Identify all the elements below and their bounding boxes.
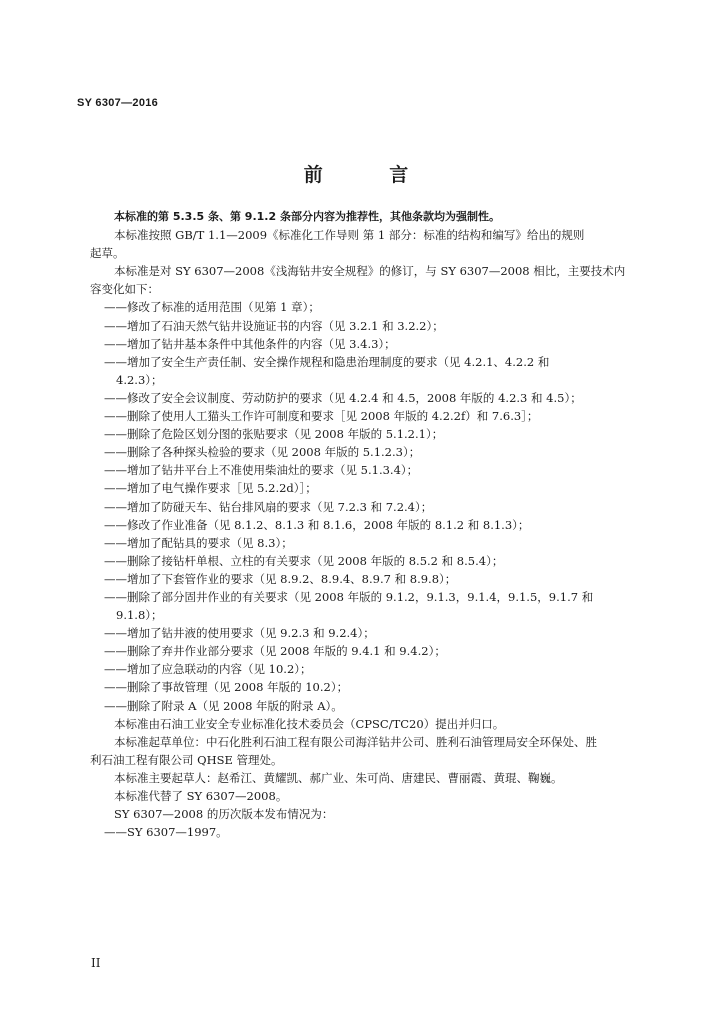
text-line: ——增加了石油天然气钻井设施证书的内容（见 3.2.1 和 3.2.2）； [104,318,444,333]
page-number: II [91,956,101,970]
text-line: ——修改了标准的适用范围（见第 1 章）； [104,300,320,315]
text-line: ——删除了附录 A（见 2008 年版的附录 A）。 [104,698,343,713]
text-line: ——增加了配钻具的要求（见 8.3）； [104,535,293,550]
text-line: 本标准代替了 SY 6307—2008。 [114,789,288,803]
text-line: 本标准是对 SY 6307—2008《浅海钻井安全规程》的修订，与 SY 6307—2008 相比，主要技术内 [114,264,626,279]
text-line: ——删除了危险区划分图的张贴要求（见 2008 年版的 5.1.2.1）； [104,427,444,442]
text-line: SY 6307—2008 的历次版本发布情况为： [114,807,334,822]
text-line: ——删除了部分固井作业的有关要求（见 2008 年版的 9.1.2，9.1.3，9.1.4，9.1.5，9.1.7 和 [104,589,594,604]
text-line: 9.1.8）； [116,608,163,623]
text-line: 4.2.3）； [116,372,163,387]
text-line: ——删除了接钻杆单根、立柱的有关要求（见 2008 年版的 8.5.2 和 8.5.4）； [104,553,504,568]
page-title: 前 言 [303,164,439,186]
text-line: ——删除了各种探头检验的要求（见 2008 年版的 5.1.2.3）； [104,445,421,460]
standard-code-header: SY 6307—2016 [77,97,159,109]
text-line: ——增加了防碰天车、钻台排风扇的要求（见 7.2.3 和 7.2.4）； [104,499,433,514]
text-line: ——增加了电气操作要求［见 5.2.2d）］； [104,481,317,496]
text-line: ——删除了事故管理（见 2008 年版的 10.2）； [104,680,349,695]
text-line: ——修改了作业准备（见 8.1.2、8.1.3 和 8.1.6，2008 年版的 8.1.2 和 8.1.3）； [104,517,530,532]
text-line: ——增加了应急联动的内容（见 10.2）； [104,662,312,677]
text-line: 本标准由石油工业安全专业标准化技术委员会（CPSC/TC20）提出并归口。 [114,716,505,731]
text-line: ——删除了弃井作业部分要求（见 2008 年版的 9.4.1 和 9.4.2）； [104,644,446,659]
text-line: ——增加了钻井液的使用要求（见 9.2.3 和 9.2.4）； [104,626,375,641]
text-line: ——增加了钻井平台上不准使用柴油灶的要求（见 5.1.3.4）； [104,463,419,478]
text-line: 本标准起草单位：中石化胜利石油工程有限公司海洋钻井公司、胜利石油管理局安全环保处、胜 [114,734,597,749]
text-line: 本标准的第 5.3.5 条、第 9.1.2 条部分内容为推荐性，其他条款均为强制性。 [114,210,500,223]
text-line: ——删除了使用人工猫头工作许可制度和要求［见 2008 年版的 4.2.2f）和 7.6.3］； [104,409,539,424]
text-line: ——SY 6307—1997。 [104,825,228,840]
text-line: ——增加了安全生产责任制、安全操作规程和隐患治理制度的要求（见 4.2.1、4.2.2 和 [104,354,550,369]
text-line: 利石油工程有限公司 QHSE 管理处。 [90,752,283,767]
text-line: 起草。 [90,246,125,261]
text-line: ——修改了安全会议制度、劳动防护的要求（见 4.2.4 和 4.5，2008 年版的 4.2.3 和 4.5）； [104,390,582,405]
text-line: 本标准主要起草人：赵希江、黄耀凯、郝广业、朱可尚、唐建民、曹丽霞、黄琨、鞠巍。 [114,770,563,785]
text-line: 容变化如下： [90,282,159,297]
foreword-body [90,208,650,841]
text-line: ——增加了下套管作业的要求（见 8.9.2、8.9.4、8.9.7 和 8.9.8）； [104,571,457,586]
text-line: ——增加了钻井基本条件中其他条件的内容（见 3.4.3）； [104,336,396,351]
text-line: 本标准按照 GB/T 1.1—2009《标准化工作导则 第 1 部分：标准的结构和编写》给出的规则 [114,228,585,243]
